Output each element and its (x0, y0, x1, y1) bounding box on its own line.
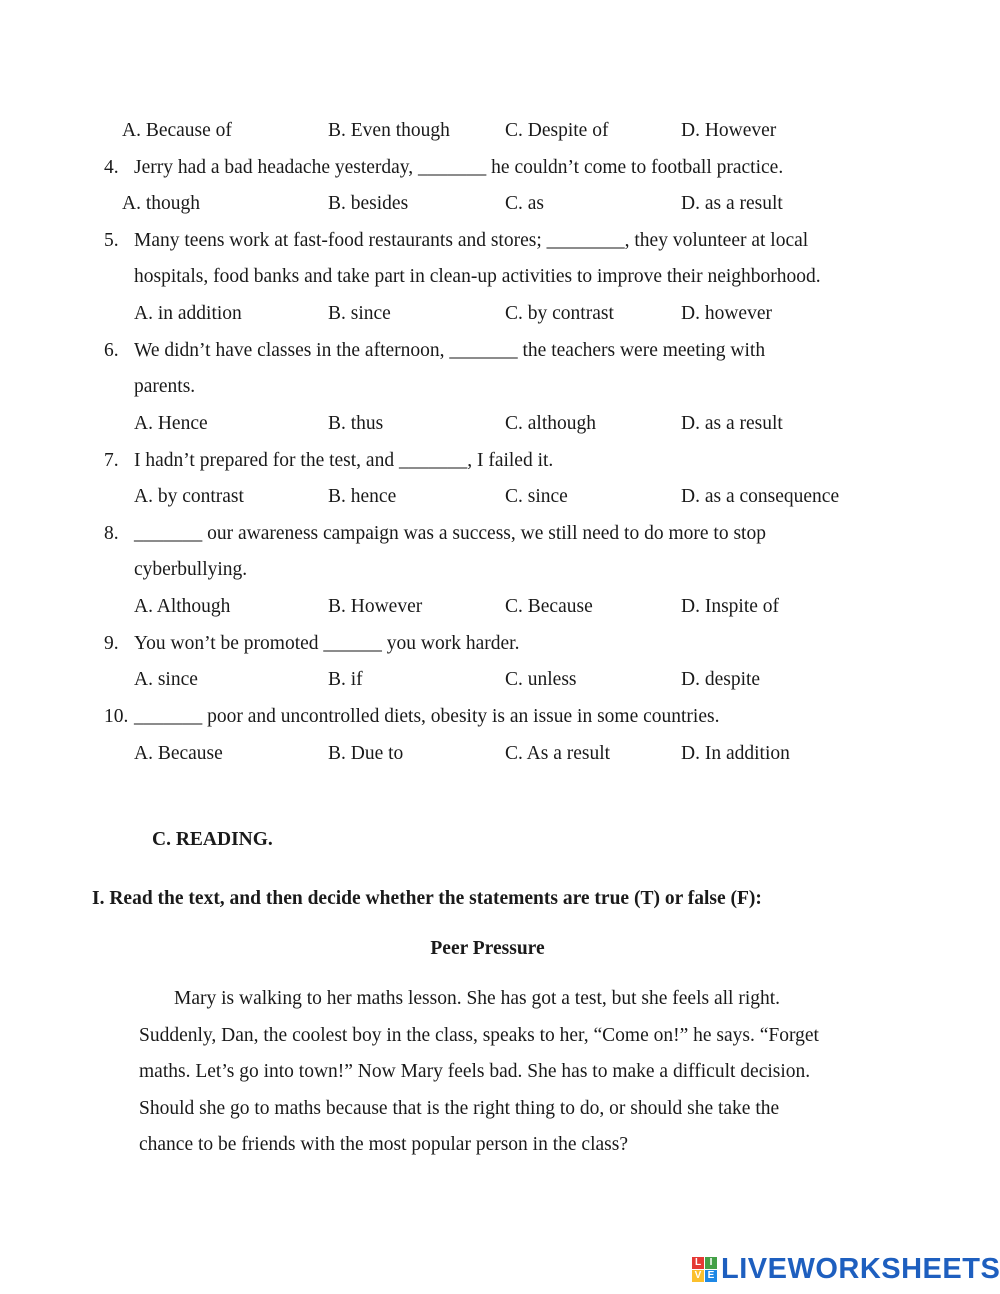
option-d[interactable]: D. despite (681, 669, 761, 690)
option-d[interactable]: D. however (681, 303, 772, 324)
logo-mark-letter: E (705, 1270, 717, 1282)
passage-line: chance to be friends with the most popular person in the class? (139, 1134, 628, 1155)
option-c[interactable]: C. Because (505, 596, 593, 617)
option-a[interactable]: A. in addition (134, 303, 242, 324)
option-c[interactable]: C. Despite of (505, 120, 609, 141)
question-number: 5. (104, 230, 119, 251)
option-b[interactable]: B. besides (328, 193, 409, 214)
question-number: 7. (104, 450, 119, 471)
option-c[interactable]: C. since (505, 486, 568, 507)
option-b[interactable]: B. hence (328, 486, 397, 507)
reading-instruction: I. Read the text, and then decide whether the statements are true (T) or false (F): (92, 888, 762, 909)
option-d[interactable]: D. as a consequence (681, 486, 840, 507)
passage-line: maths. Let’s go into town!” Now Mary feels bad. She has to make a difficult decision. (139, 1061, 811, 1082)
option-c[interactable]: C. although (505, 413, 596, 434)
passage-line: Suddenly, Dan, the coolest boy in the class, speaks to her, “Come on!” he says. “Forget (139, 1025, 819, 1046)
logo-text: LIVEWORKSHEETS (721, 1252, 1000, 1285)
option-a[interactable]: A. Hence (134, 413, 208, 434)
option-a[interactable]: A. Because of (122, 120, 232, 141)
logo-mark-letter: I (705, 1257, 717, 1269)
option-b[interactable]: B. Even though (328, 120, 450, 141)
option-d[interactable]: D. Inspite of (681, 596, 780, 617)
question-number: 4. (104, 157, 119, 178)
question-text-cont: hospitals, food banks and take part in clean-up activities to improve their neighborhood. (134, 266, 821, 287)
option-a[interactable]: A. since (134, 669, 198, 690)
logo-mark-icon (692, 1257, 717, 1282)
question-text: We didn’t have classes in the afternoon, _______ the teachers were meeting with (134, 340, 766, 361)
option-b[interactable]: B. However (328, 596, 423, 617)
question-text-cont: cyberbullying. (134, 559, 248, 580)
question-number: 10. (104, 706, 129, 727)
option-c[interactable]: C. unless (505, 669, 577, 690)
question-text-cont: parents. (134, 376, 196, 397)
question-text: _______ poor and uncontrolled diets, obesity is an issue in some countries. (134, 706, 720, 727)
option-b[interactable]: B. Due to (328, 743, 404, 764)
question-text: You won’t be promoted ______ you work harder. (134, 633, 520, 654)
option-b[interactable]: B. thus (328, 413, 384, 434)
option-c[interactable]: C. As a result (505, 743, 611, 764)
logo-mark-letter: L (692, 1257, 704, 1269)
option-a[interactable]: A. Because (134, 743, 223, 764)
passage-line: Mary is walking to her maths lesson. She has got a test, but she feels all right. (174, 988, 781, 1009)
option-c[interactable]: C. as (505, 193, 544, 214)
question-text: _______ our awareness campaign was a success, we still need to do more to stop (134, 523, 766, 544)
question-number: 6. (104, 340, 119, 361)
option-d[interactable]: D. as a result (681, 193, 783, 214)
question-number: 9. (104, 633, 119, 654)
passage-line: Should she go to maths because that is the right thing to do, or should she take the (139, 1098, 780, 1119)
question-text: Jerry had a bad headache yesterday, _______ he couldn’t come to football practice. (134, 157, 784, 178)
option-b[interactable]: B. if (328, 669, 363, 690)
passage-title: Peer Pressure (430, 938, 545, 959)
option-c[interactable]: C. by contrast (505, 303, 614, 324)
option-a[interactable]: A. by contrast (134, 486, 244, 507)
option-a[interactable]: A. though (122, 193, 200, 214)
option-a[interactable]: A. Although (134, 596, 231, 617)
option-d[interactable]: D. However (681, 120, 777, 141)
question-number: 8. (104, 523, 119, 544)
option-b[interactable]: B. since (328, 303, 391, 324)
question-text: I hadn’t prepared for the test, and _______, I failed it. (134, 450, 554, 471)
option-d[interactable]: D. In addition (681, 743, 790, 764)
section-title: C. READING. (152, 829, 273, 850)
question-text: Many teens work at fast-food restaurants and stores; ________, they volunteer at local (134, 230, 809, 251)
logo-mark-letter: V (692, 1270, 704, 1282)
liveworksheets-logo (692, 1253, 1000, 1285)
option-d[interactable]: D. as a result (681, 413, 783, 434)
